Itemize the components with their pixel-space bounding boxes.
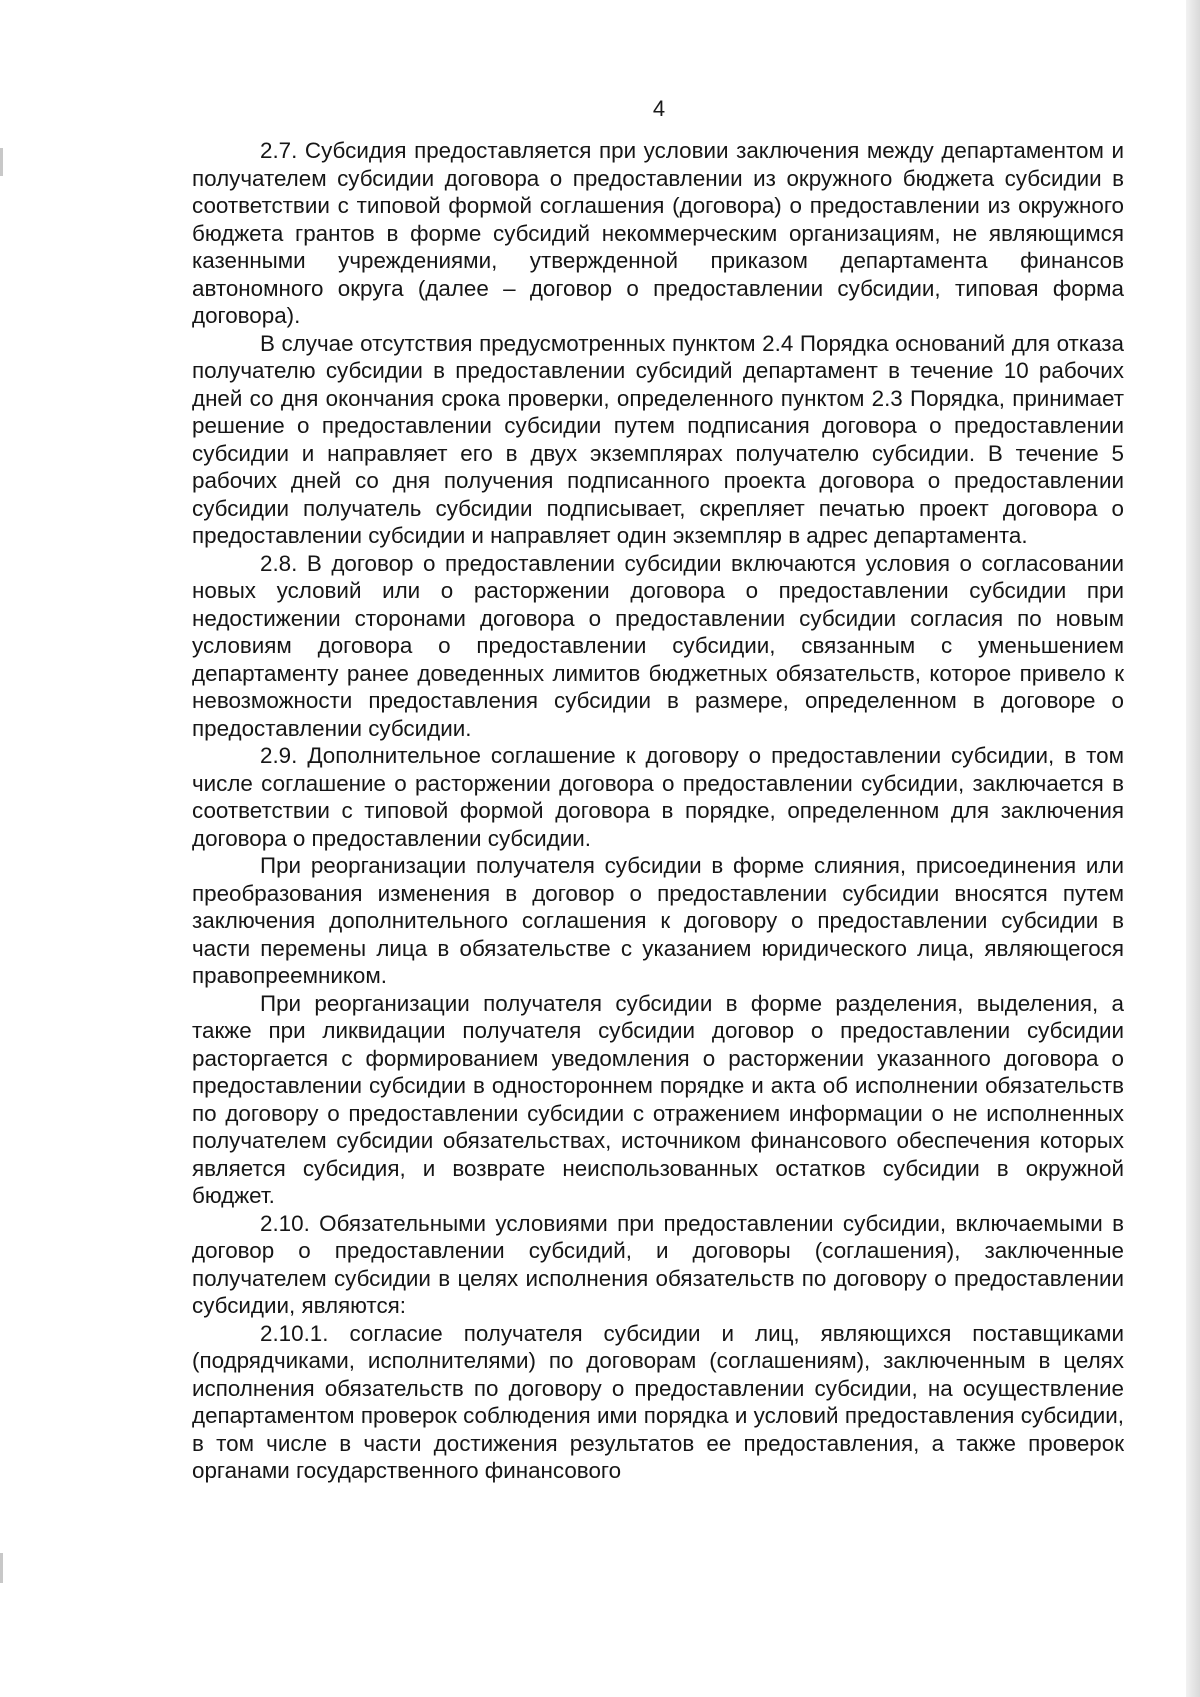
- page-number: 4: [652, 96, 666, 121]
- paragraph-reorganization-merger: При реорганизации получателя субсидии в форме слияния, присоединения или преобразования изменения в договор о предоставлении субсидии вносятся путем заключения дополнительного соглашения к договору о предоставлении субсидии в части перемены лица в обязательстве с указанием юридического лица, являющегося правопреемником.: [192, 853, 1124, 988]
- paragraph-2-10: 2.10. Обязательными условиями при предоставлении субсидии, включаемыми в договор о предоставлении субсидий, и договоры (соглашения), заключенные получателем субсидии в целях исполнения обязательств по договору о предоставлении субсидии, являются:: [192, 1210, 1124, 1318]
- paragraph-2-7-continued: В случае отсутствия предусмотренных пунктом 2.4 Порядка оснований для отказа получателю субсидии в предоставлении субсидий департамент в течение 10 рабочих дней со дня окончания срока проверки, определенного пунктом 2.3 Порядка, принимает решение о предоставлении субсидии путем подписания договора о предоставлении субсидии и направляет его в двух экземплярах получателю субсидии. В течение 5 рабочих дней со дня получения подписанного проекта договора о предоставлении субсидии получатель субсидии подписывает, скрепляет печатью проект договора о предоставлении субсидии и направляет один экземпляр в адрес департамента.: [192, 330, 1124, 548]
- paragraph-2-9: 2.9. Дополнительное соглашение к договору о предоставлении субсидии, в том числе соглашение о расторжении договора о предоставлении субсидии, заключается в соответствии с типовой формой договора в порядке, определенном для заключения договора о предоставлении субсидии.: [192, 743, 1124, 851]
- paragraph-reorganization-division: При реорганизации получателя субсидии в форме разделения, выделения, а также при ликвидации получателя субсидии договор о предоставлении субсидии расторгается с формированием уведомления о расторжении указанного договора о предоставлении субсидии в одностороннем порядке и акта об исполнении обязательств по договору о предоставлении субсидии с отражением информации о не исполненных получателем субсидии обязательствах, источником финансового обеспечения которых является субсидия, и возврате неиспользованных остатков субсидии в окружной бюджет.: [192, 990, 1124, 1208]
- document-body: [192, 137, 1124, 1485]
- scan-edge-mark: [0, 1553, 3, 1583]
- paragraph-2-7: 2.7. Субсидия предоставляется при условии заключения между департаментом и получателем субсидии договора о предоставлении из окружного бюджета субсидии в соответствии с типовой формой соглашения (договора) о предоставлении из окружного бюджета грантов в форме субсидий некоммерческим организациям, не являющимся казенными учреждениями, утвержденной приказом департамента финансов автономного округа (далее – договор о предоставлении субсидии, типовая форма договора).: [192, 138, 1124, 328]
- page-edge-shadow: [1186, 0, 1200, 1697]
- paragraph-2-8: 2.8. В договор о предоставлении субсидии включаются условия о согласовании новых условий или о расторжении договора о предоставлении субсидии при недостижении сторонами договора о предоставлении субсидии согласия по новым условиям договора о предоставлении субсидии, связанным с уменьшением департаменту ранее доведенных лимитов бюджетных обязательств, которое привело к невозможности предоставления субсидии в размере, определенном в договоре о предоставлении субсидии.: [192, 550, 1124, 741]
- scan-edge-mark: [0, 148, 3, 176]
- paragraph-2-10-1: 2.10.1. согласие получателя субсидии и лиц, являющихся поставщиками (подрядчиками, исполнителями) по договорам (соглашениям), заключенным в целях исполнения обязательств по договору о предоставлении субсидии, на осуществление департаментом проверок соблюдения ими порядка и условий предоставления субсидии, в том числе в части достижения результатов ее предоставления, а также проверок органами государственного финансового: [192, 1320, 1124, 1483]
